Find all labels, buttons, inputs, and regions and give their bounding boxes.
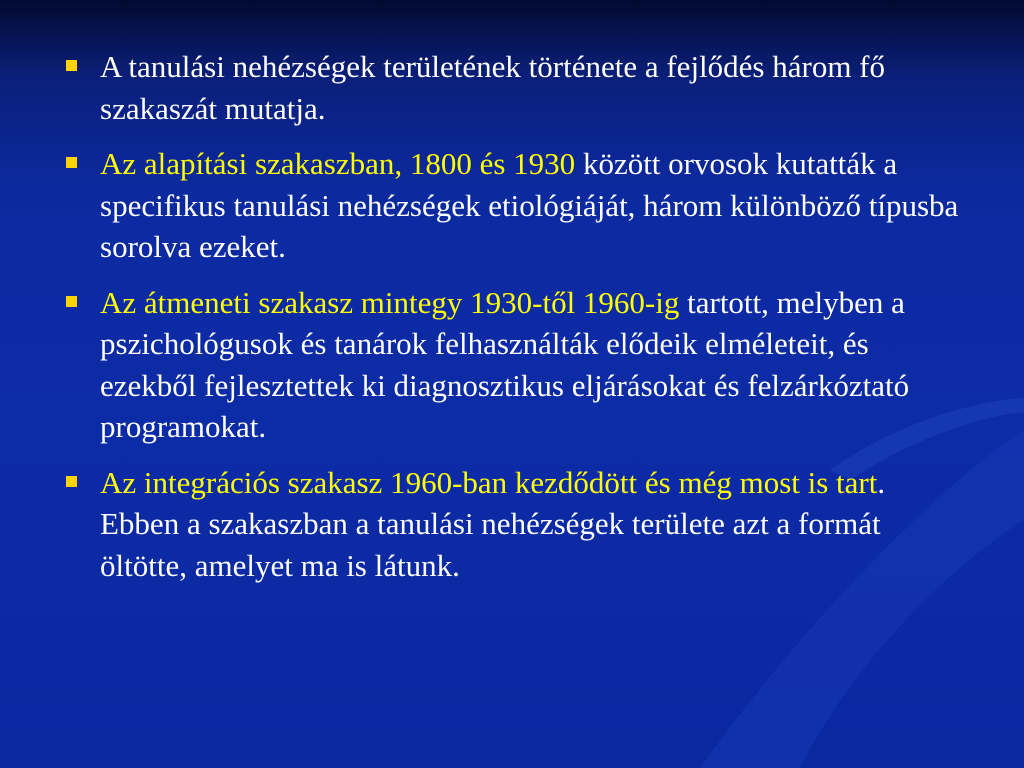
square-bullet-icon: [66, 296, 77, 307]
bullet-text: tartott, melyben a pszichológusok és tanárok felhasználták elődeik elméleteit, és ezekből fejlesztettek ki diagnosztikus eljárásokat és felzárkóztató programokat.: [100, 284, 910, 444]
slide-content: [60, 46, 960, 600]
bullet-highlight-text: Az alapítási szakaszban, 1800 és 1930: [100, 146, 576, 181]
bullet-highlight-text: Az integrációs szakasz 1960-ban kezdődött és még most is tart: [100, 464, 878, 500]
bullet-highlight-text: Az átmeneti szakasz mintegy 1930-től 1960-ig: [100, 284, 680, 320]
bullet-text: A tanulási nehézségek területének története a fejlődés három fő szakaszát mutatja.: [100, 49, 886, 126]
square-bullet-icon: [66, 157, 77, 168]
square-bullet-icon: [66, 60, 77, 71]
square-bullet-icon: [66, 476, 77, 487]
bullet-text: . Ebben a szakaszban a tanulási nehézségek területe azt a formát öltötte, amelyet ma is látunk.: [100, 464, 886, 583]
bullet-item: [60, 282, 960, 448]
bullet-text: között orvosok kutatták a specifikus tanulási nehézségek etiológiáját, három különböző típusba sorolva ezeket.: [100, 146, 959, 264]
bullet-item: [60, 143, 960, 268]
bullet-item: [60, 46, 960, 129]
bullet-item: [60, 462, 960, 587]
